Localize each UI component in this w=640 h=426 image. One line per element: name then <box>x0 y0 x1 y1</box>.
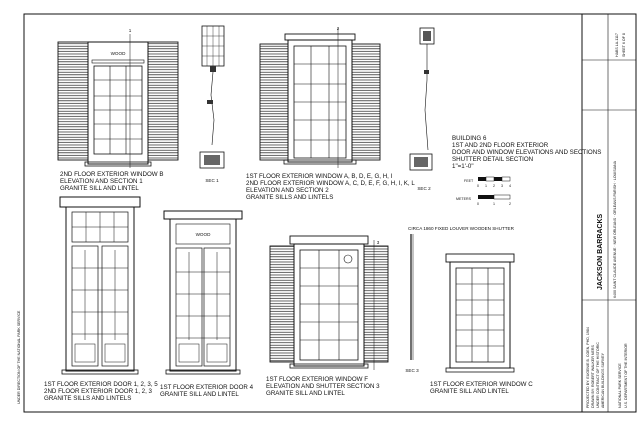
window-c-caption-2: GRANITE SILL AND LINTEL <box>430 388 509 395</box>
sheet-title-1: BUILDING 6 <box>452 135 487 142</box>
sheet-number: SHEET 6 OF 8 <box>622 33 626 57</box>
shutter-section-drawing <box>411 234 413 360</box>
window-a-caption-4: GRANITE SILLS AND LINTELS <box>246 194 334 201</box>
credit-line-1: PROJECTED BY: EUGENIE B. COEN, PHD, 1984 <box>586 327 590 408</box>
scale-feet-label: FEET <box>464 179 474 183</box>
scale-feet-tick: 4 <box>509 184 511 188</box>
scale-feet-tick: 3 <box>501 184 503 188</box>
window-b-caption-3: GRANITE SILL AND LINTEL <box>60 185 139 192</box>
scale-meters-label: METERS <box>456 197 471 201</box>
window-c-caption-1: 1ST FLOOR EXTERIOR WINDOW C <box>430 381 533 388</box>
door-4-wood-label: WOOD <box>195 232 211 237</box>
credit-line-3: UNDER CONTRACT OF THE HISTORIC <box>596 342 600 408</box>
scale-feet-tick: 2 <box>493 184 495 188</box>
sheet-title-4: SHUTTER DETAIL SECTION <box>452 156 534 163</box>
window-f-caption-3: GRANITE SILL AND LINTEL <box>266 390 345 397</box>
credit-line-2: DRAWN BY: ROBERT WALKER NERS <box>591 345 595 408</box>
agency-line-2: U.S. DEPARTMENT OF THE INTERIOR <box>624 343 628 408</box>
section-1-drawing <box>200 26 224 168</box>
window-c-elevation <box>446 254 514 372</box>
window-b-wood-label: WOOD <box>110 51 126 56</box>
section-2-label: SEC 2 <box>417 186 431 191</box>
shutter-section-label: SEC 3 <box>405 368 419 373</box>
scale-feet-tick: 0 <box>477 184 479 188</box>
door-1-2-3-caption-1: 1ST FLOOR EXTERIOR DOOR 1, 2, 3, 5 <box>44 381 158 388</box>
shutter-label: CIRCA 1860 FIXED LOUVER WOODEN SHUTTER <box>408 226 514 231</box>
window-a-elevation <box>260 28 380 168</box>
window-a-caption-1: 1ST FLOOR EXTERIOR WINDOW A, B, D, E, G, H, I <box>246 173 393 180</box>
agency-line-1: NATIONAL PARK SERVICE <box>618 363 622 408</box>
scale-meters-tick: 1 <box>493 202 495 206</box>
window-f-section-mark: 3 <box>376 240 380 245</box>
sheet-title-scale: 1"=1'-0" <box>452 163 474 170</box>
door-1-2-3-caption-2: 2ND FLOOR EXTERIOR DOOR 1, 2, 3 <box>44 388 152 395</box>
section-2-drawing <box>410 28 434 170</box>
sheet-title-2: 1ST AND 2ND FLOOR EXTERIOR <box>452 142 549 149</box>
scale-meters-tick: 2 <box>509 202 511 206</box>
window-f-caption-1: 1ST FLOOR EXTERIOR WINDOW F <box>266 376 368 383</box>
window-f-caption-2: ELEVATION AND SHUTTER SECTION 3 <box>266 383 380 390</box>
door-4-caption-1: 1ST FLOOR EXTERIOR DOOR 4 <box>160 384 254 391</box>
window-b-caption-1: 2ND FLOOR EXTERIOR WINDOW B <box>60 171 164 178</box>
credit-line-4: AMERICAN BUILDINGS SURVEY <box>601 352 605 408</box>
scale-bar <box>456 177 511 206</box>
window-b-section-mark: 1 <box>128 28 132 33</box>
window-a-caption-3: ELEVATION AND SECTION 2 <box>246 187 329 194</box>
project-title: JACKSON BARRACKS <box>597 213 604 290</box>
scale-meters-tick: 0 <box>477 202 479 206</box>
door-4-caption-2: GRANITE SILL AND LINTEL <box>160 391 239 398</box>
sheet-title-3: DOOR AND WINDOW ELEVATIONS AND SECTIONS <box>452 149 602 156</box>
sheet-border <box>24 14 636 412</box>
window-b-caption-2: ELEVATION AND SECTION 1 <box>60 178 143 185</box>
left-note: UNDER DIRECTION OF THE NATIONAL PARK SERVICE <box>17 310 21 404</box>
window-a-section-mark: 2 <box>336 26 340 31</box>
scale-feet-tick: 1 <box>485 184 487 188</box>
door-1-2-3-caption-3: GRANITE SILLS AND LINTELS <box>44 395 132 402</box>
section-1-label: SEC 1 <box>205 178 219 183</box>
window-a-caption-2: 2ND FLOOR EXTERIOR WINDOW A, C, D, E, F, G, H, I, K, L <box>246 180 415 187</box>
window-f-elevation <box>270 236 388 370</box>
door-1-2-3-elevation <box>60 197 140 374</box>
project-address: 6400 SAINT CLAUDE AVENUE · NEW ORLEANS · ORLEANS PARISH · LOUISIANA <box>613 161 617 298</box>
survey-number: HABS LA-1117 <box>615 33 619 57</box>
